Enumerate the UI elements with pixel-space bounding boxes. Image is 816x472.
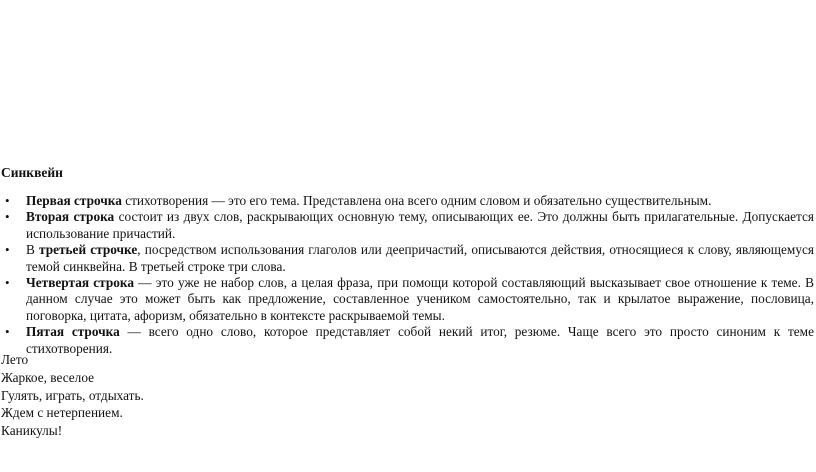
poem-line: Гулять, играть, отдыхать. bbox=[1, 387, 144, 403]
bullet-icon: • bbox=[5, 324, 10, 340]
bullet-text: стихотворения — это его тема. Представлена она всего одним словом и обязательно существительным. bbox=[121, 193, 712, 208]
bullet-item-third-line bbox=[0, 242, 816, 275]
bullet-icon: • bbox=[5, 209, 10, 225]
bullet-icon: • bbox=[5, 275, 10, 291]
bullet-term: Первая строчка bbox=[26, 193, 122, 208]
bullet-item-second-line bbox=[0, 209, 816, 242]
bullet-text: — всего одно слово, которое представляет собой некий итог, резюме. Чаще всего это просто синоним к теме стихотворения. bbox=[26, 324, 814, 356]
bullet-text: состоит из двух слов, раскрывающих основную тему, описывающих ее. Это должны быть прилагательные. Допускается использование причастий. bbox=[26, 209, 815, 241]
poem-line: Каникулы! bbox=[1, 423, 63, 439]
poem-line: Ждем с нетерпением. bbox=[1, 405, 123, 421]
bullet-prefix: В bbox=[26, 242, 39, 258]
bullet-term: третьей строчке bbox=[39, 242, 138, 258]
bullet-icon: • bbox=[5, 193, 10, 208]
document-title: Синквейн bbox=[1, 165, 63, 180]
bullet-list bbox=[0, 193, 816, 357]
poem-line: Лето bbox=[1, 352, 29, 367]
bullet-icon: • bbox=[5, 242, 10, 258]
bullet-item-fourth-line bbox=[0, 275, 816, 324]
example-poem bbox=[1, 351, 144, 440]
bullet-term: Четвертая строка bbox=[26, 275, 135, 291]
bullet-term: Пятая строчка bbox=[26, 324, 120, 340]
bullet-text: , посредством использования глаголов или деепричастий, описываются действия, относящиеся к слову, являющемуся темой синквейна. В третьей строке три слова. bbox=[26, 242, 814, 274]
poem-line: Жаркое, веселое bbox=[1, 369, 95, 385]
bullet-term: Вторая строка bbox=[26, 209, 115, 225]
bullet-text: — это уже не набор слов, а целая фраза, при помощи которой составляющий высказывает свое отношение к теме. В данном случае это может быть как предложение, составленное учеником самостоятельно, так и крылатое выражение, пословица, поговорка, цитата, афоризм, обязательно в контексте раскрываемой темы. bbox=[26, 275, 815, 323]
bullet-item-first-line bbox=[0, 193, 816, 209]
